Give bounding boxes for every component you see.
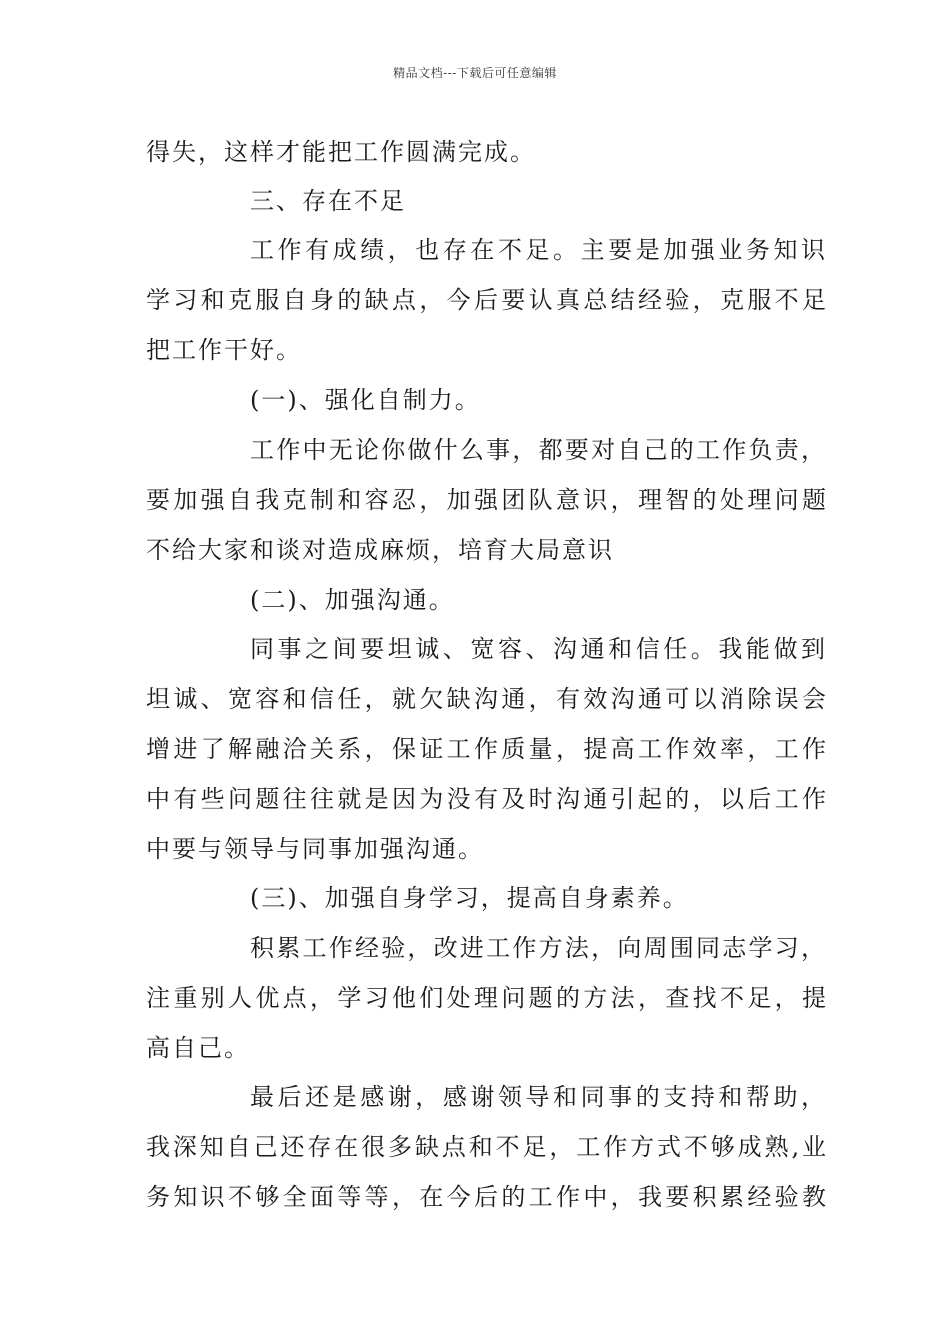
body-line: 最后还是感谢，感谢领导和同事的支持和帮助，	[250, 1083, 825, 1111]
subsection-heading: (二)、加强沟通。	[250, 586, 455, 614]
body-line: 务知识不够全面等等，在今后的工作中，我要积累经验教	[146, 1183, 826, 1211]
subsection-heading: (三)、加强自身学习，提高自身素养。	[250, 884, 689, 912]
body-line: 坦诚、宽容和信任，就欠缺沟通，有效沟通可以消除误会	[146, 685, 826, 713]
page-header: 精品文档---下载后可任意编辑	[393, 66, 557, 80]
subsection-heading: (一)、强化自制力。	[250, 386, 481, 414]
body-line: 我深知自己还存在很多缺点和不足，工作方式不够成熟,业	[146, 1133, 826, 1161]
body-line: 积累工作经验，改进工作方法，向周围同志学习，	[250, 934, 825, 962]
body-line: 要加强自我克制和容忍，加强团队意识，理智的处理问题	[146, 486, 826, 514]
body-line: 高自己。	[146, 1034, 250, 1062]
body-line: 中有些问题往往就是因为没有及时沟通引起的，以后工作	[146, 785, 826, 813]
body-line: 注重别人优点，学习他们处理问题的方法，查找不足，提	[146, 984, 826, 1012]
body-line: 把工作干好。	[146, 336, 302, 364]
body-line: 学习和克服自身的缺点，今后要认真总结经验，克服不足	[146, 286, 826, 314]
body-line: 不给大家和谈对造成麻烦，培育大局意识	[146, 536, 614, 564]
body-line: 中要与领导与同事加强沟通。	[146, 835, 484, 863]
body-line: 得失，这样才能把工作圆满完成。	[146, 138, 536, 166]
section-heading: 三、存在不足	[250, 187, 406, 215]
body-line: 工作有成绩，也存在不足。主要是加强业务知识	[250, 236, 825, 264]
body-line: 同事之间要坦诚、宽容、沟通和信任。我能做到	[250, 635, 825, 663]
body-line: 工作中无论你做什么事，都要对自己的工作负责，	[250, 436, 825, 464]
body-line: 增进了解融洽关系，保证工作质量，提高工作效率，工作	[146, 735, 826, 763]
